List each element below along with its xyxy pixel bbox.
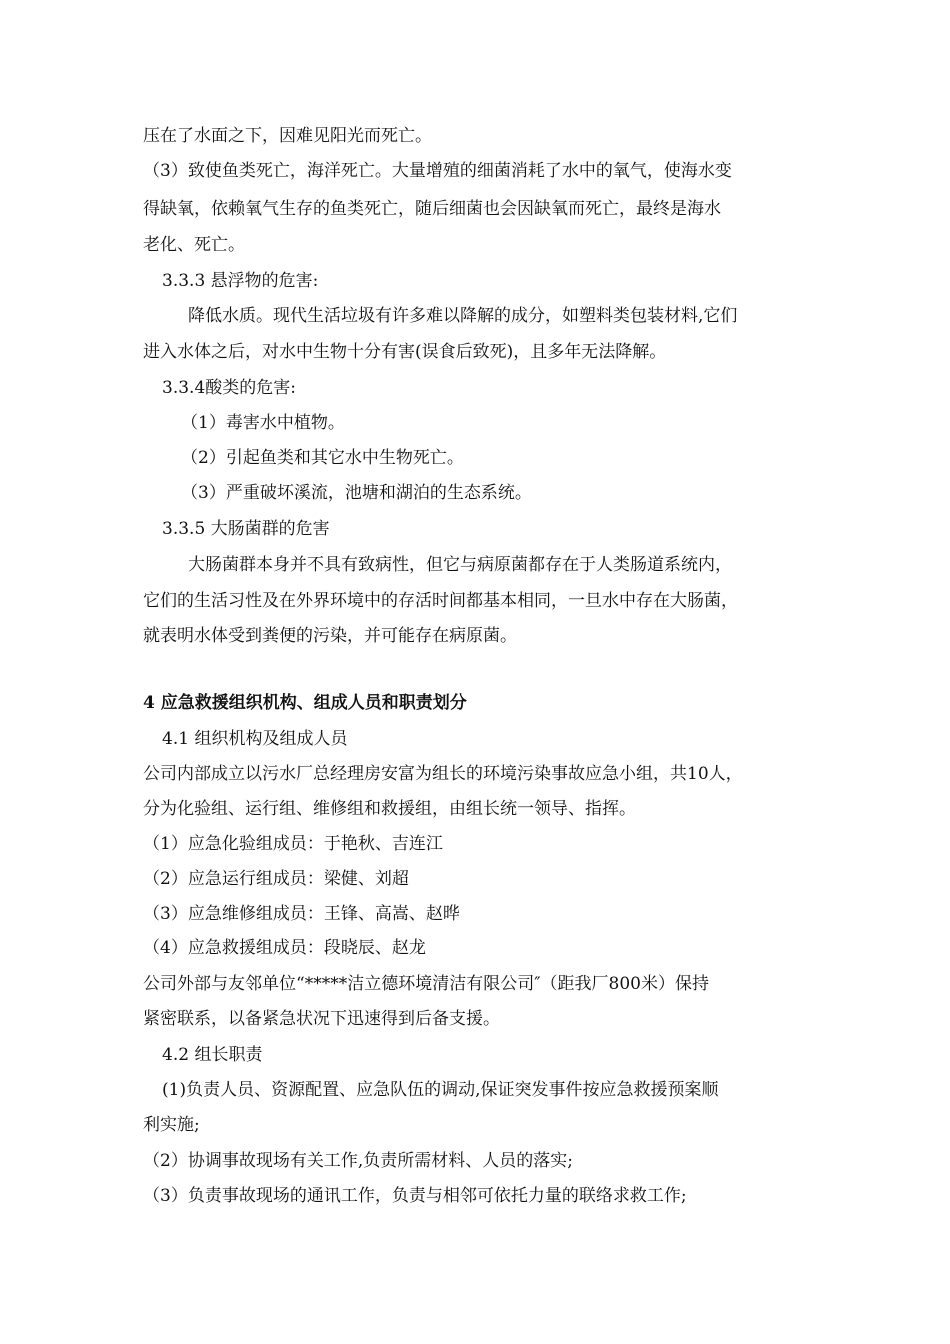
section-heading: 4.2 组长职责 [162,1045,263,1065]
chapter-heading: 4 应急救援组织机构、组成人员和职责划分 [143,693,467,713]
text-line: 降低水质。现代生活垃圾有许多难以降解的成分，如塑料类包装材料,它们 [188,306,738,326]
section-heading: 3.3.4酸类的危害: [162,378,296,398]
list-item: （3）负责事故现场的通讯工作，负责与相邻可依托力量的联络求救工作; [143,1186,687,1206]
list-item: （2）引起鱼类和其它水中生物死亡。 [181,448,464,468]
section-heading: 4.1 组织机构及组成人员 [162,729,348,749]
list-item: （2）协调事故现场有关工作,负责所需材料、人员的落实; [143,1151,573,1171]
text-line: 公司外部与友邻单位“*****洁立德环境清洁有限公司″（距我厂800米）保持 [143,974,709,994]
list-item: （3）应急维修组成员：王锋、高嵩、赵晔 [143,904,460,924]
text-line: （3）致使鱼类死亡，海洋死亡。大量增殖的细菌消耗了水中的氧气，使海水变 [143,161,732,181]
text-line: 压在了水面之下，因难见阳光而死亡。 [143,126,432,146]
list-item: （1）毒害水中植物。 [181,413,345,433]
list-item: （1）应急化验组成员：于艳秋、吉连江 [143,834,443,854]
text-line: 老化、死亡。 [143,235,245,255]
text-line: 紧密联系，以备紧急状况下迅速得到后备支援。 [143,1009,500,1029]
text-line: 大肠菌群本身并不具有致病性，但它与病原菌都存在于人类肠道系统内， [188,555,732,575]
text-line: 公司内部成立以污水厂总经理房安富为组长的环境污染事故应急小组，共10人， [143,764,743,784]
section-heading: 3.3.3 悬浮物的危害: [162,271,319,291]
text-line: 利实施; [143,1115,200,1135]
section-heading: 3.3.5 大肠菌群的危害 [162,519,330,539]
list-item: （3）严重破坏溪流，池塘和湖泊的生态系统。 [181,483,532,503]
list-item: （2）应急运行组成员：梁健、刘超 [143,869,409,889]
text-line: 它们的生活习性及在外界环境中的存活时间都基本相同，一旦水中存在大肠菌， [143,591,738,611]
text-line: 分为化验组、运行组、维修组和救援组，由组长统一领导、指挥。 [143,799,636,819]
text-line: 就表明水体受到粪便的污染，并可能存在病原菌。 [143,626,517,646]
list-item: (1)负责人员、资源配置、应急队伍的调动,保证突发事件按应急救援预案顺 [162,1080,719,1100]
text-line: 得缺氧，依赖氧气生存的鱼类死亡，随后细菌也会因缺氧而死亡，最终是海水 [143,199,721,219]
text-line: 进入水体之后，对水中生物十分有害(误食后致死)，且多年无法降解。 [143,342,667,362]
list-item: （4）应急救援组成员：段晓辰、赵龙 [143,938,426,958]
